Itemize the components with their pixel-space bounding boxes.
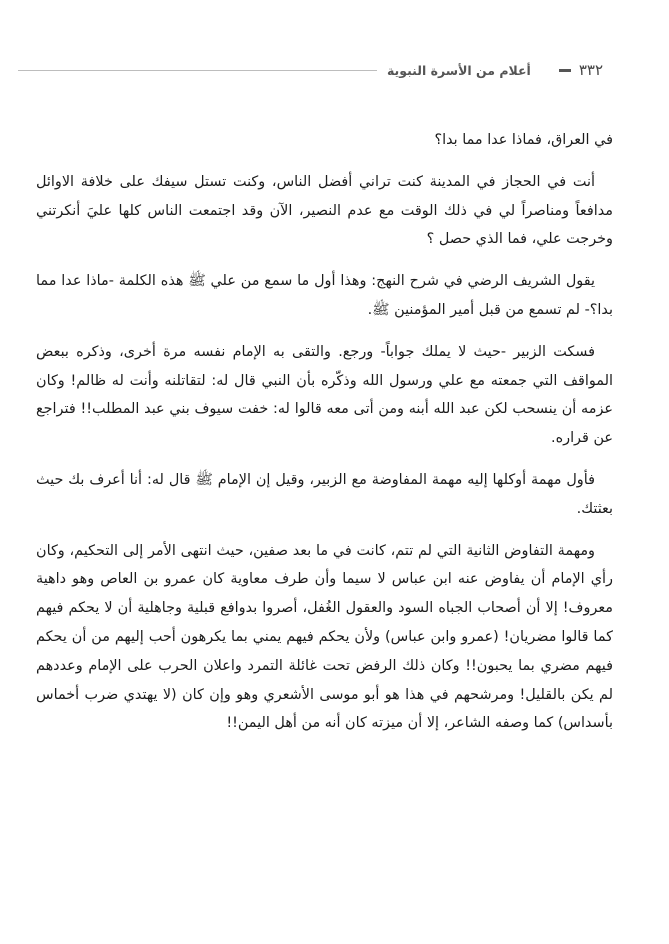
paragraph: ومهمة التفاوض الثانية التي لم تتم، كانت في ما بعد صفين، حيث انتهى الأمر إلى التحكيم، وكان رأي الإمام أن يفاوض عنه ابن عباس لا سيما وأن طرف معاوية كان عمرو بن العاص وهو داهية معروف! إلا أن أصحاب الجباه السود والعقول الغُفل، أصروا بدوافع قبلية وجاهلية أن لا يحكم فيهم كما قالوا مضريان! (عمرو وابن عباس) ولأن يحكم فيهم يمني بما يكرهون أحب إليهم من أن يحكم فيهم مضري بما يحبون!! وكان ذلك الرفض تحت غائلة التمرد واعلان الحرب على الإمام وعددهم لم يكن بالقليل! ومرشحهم في هذا هو أبو موسى الأشعري وهو وإن كان (لا يهتدي ضرب أخماس بأسداس) كما وصفه الشاعر، إلا أن ميزته كان أنه من أهل اليمن!!	[36, 542, 613, 732]
running-header	[18, 58, 603, 82]
paragraph: فسكت الزبير -حيث لا يملك جواباً- ورجع. والتقى به الإمام نفسه مرة أخرى، وذكره ببعض المواقف التي جمعته مع علي ورسول الله وذكّره بأن النبي قال له: لتقاتلنه وأنت له ظالم! وكان عزمه أن ينسحب لكن عبد الله أبنه ومن أتى معه قالوا له: خفت سيوف بني عبد المطلب!! فتراجع عن قراره.	[36, 343, 613, 447]
paragraph: فأول مهمة أوكلها إليه مهمة المفاوضة مع الزبير، وقيل إن الإمام ﷺ قال له: أنا أعرف بك حيث بعثتك.	[36, 471, 613, 517]
paragraph: أنت في الحجاز في المدينة كنت تراني أفضل الناس، وكنت تستل سيفك على خلافة الاوائل مدافعاً ومناصراً لي في ذلك الوقت مع عدم النصير، الآن وقد اجتمعت الناس كلها عليَ أنكرتني وخرجت علي، فما الذي حصل ؟	[36, 173, 613, 248]
paragraph: يقول الشريف الرضي في شرح النهج: وهذا أول ما سمع من علي ﷺ هذه الكلمة -ماذا عدا مما بدا؟- لم تسمع من قبل أمير المؤمنين ﷺ.	[36, 273, 613, 318]
header-rule	[18, 70, 377, 71]
header-dash	[559, 69, 571, 72]
book-title: أعلام من الأسرة النبوية	[386, 62, 531, 78]
page-number: ٣٣٢	[578, 61, 603, 79]
paragraph: في العراق، فماذا عدا مما بدا؟	[434, 132, 613, 148]
page-body	[36, 126, 613, 738]
